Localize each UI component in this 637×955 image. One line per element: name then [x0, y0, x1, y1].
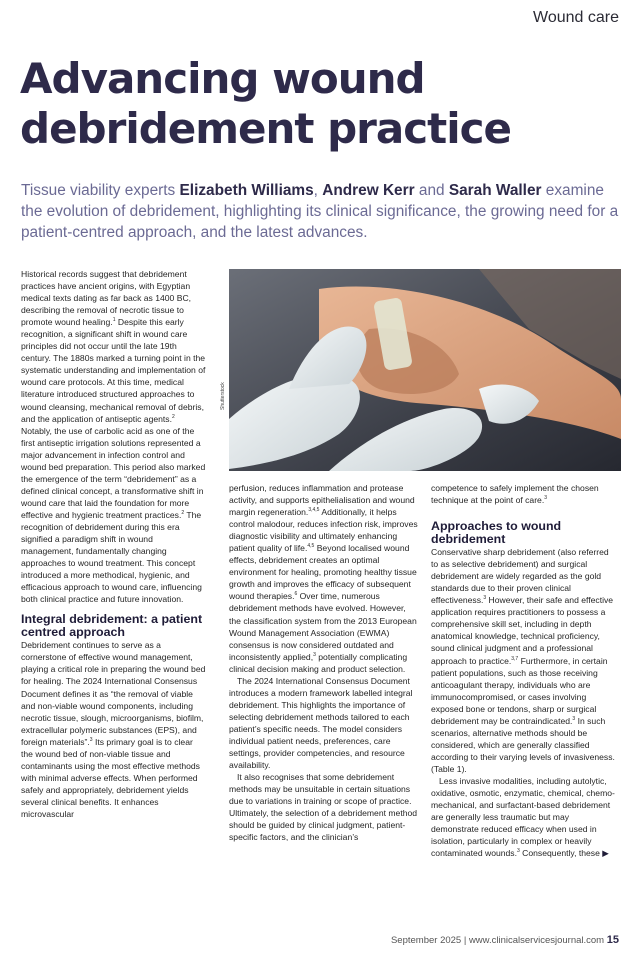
reference-marker: 3 — [483, 595, 487, 602]
text-run: Its primary goal is to clear the wound bed of non-viable tissue and contaminants using the most effective methods with minimal adverse effects. When performed safely and appropriately, debridement yields several clinical benefits. It enhances microvascular — [21, 736, 200, 819]
reference-marker: 2 — [171, 413, 175, 420]
text-run: Notably, the use of carbolic acid as one of the first antiseptic irrigation solutions represented a major advancement in infection control and wound bed preparation. This period also marked the emergence of the term “debridement” as a defined clinical concept, a transformative shift in wound care that laid the foundation for more effective and hygienic treatment practices. — [21, 425, 206, 520]
text-run: Furthermore, in certain patient populations, such as those receiving anticoagulant therapy, individuals who are immunocompromised, or cases involving exposed bone or tendons, sharp or surgical debridement may be contraindicated. — [431, 655, 608, 726]
text-run: Conservative sharp debridement (also referred to as selective debridement) and surgical debridement are widely regarded as the gold standards due to their proven clinical effectiveness. — [431, 547, 609, 606]
page-footer — [391, 934, 619, 946]
author-name: Elizabeth Williams — [179, 182, 314, 199]
reference-marker: 2 — [181, 510, 185, 517]
body-paragraph — [21, 268, 206, 605]
author-name: Andrew Kerr — [322, 182, 415, 199]
body-paragraph — [431, 546, 618, 775]
body-paragraph — [431, 775, 618, 859]
wound-care-photo-illustration — [229, 269, 621, 471]
standfirst-separator: , — [313, 182, 323, 199]
headline: Advancing wound debridement practice — [20, 54, 511, 153]
text-run: However, their safe and effective application requires practitioners to possess a comprehensive skill set, including in depth anatomical knowledge, technical proficiency, sound clinical judgment and a professional approach to practice. — [431, 595, 614, 666]
reference-marker: 3,7 — [511, 655, 519, 662]
body-paragraph — [431, 482, 618, 506]
reference-marker: 3 — [544, 495, 548, 502]
reference-marker: 6 — [294, 591, 298, 598]
author-name: Sarah Waller — [448, 182, 542, 199]
text-run: potentially complicating clinical decision making and product selection. — [229, 651, 408, 674]
subheading: Integral debridement: a patient centred approach — [21, 612, 203, 640]
reference-marker: 3 — [313, 651, 316, 658]
footer-text: September 2025 | www.clinicalservicesjournal.com — [390, 935, 605, 946]
column-3 — [431, 482, 618, 859]
text-run: Despite this early recognition, a significant shift in wound care principles did not occur until the late 19th century. The 1880s marked a turning point in the systematic understanding and implementation of wound care protocols. At this time, medical literature introduced structured approaches to wound cleansing, mechanical removal of debris, and the application of antiseptic agents. — [21, 317, 206, 424]
body-paragraph — [21, 639, 206, 820]
text-run: Over time, numerous debridement methods have evolved. However, the classification system from the 2013 European Wound Management Association (EWMA) consensus is now considered outdated and inconsistently applied, — [229, 591, 417, 662]
standfirst-lead: Tissue viability experts — [21, 182, 180, 199]
text-run: Less invasive modalities, including autolytic, oxidative, osmotic, enzymatic, chemical, chemo-mechanical, and surfactant-based debridement are generally less traumatic but may demonstrate reduced efficacy when used in isolation, particularly in complex or heavily contaminated wounds. — [431, 775, 615, 859]
standfirst-separator: and — [414, 182, 449, 199]
reference-marker: 3 — [89, 736, 93, 743]
reference-marker: 1 — [112, 317, 116, 324]
reference-marker: 3,4,5 — [308, 507, 320, 514]
reference-marker: 3 — [572, 715, 576, 722]
photo-credit: Shutterstock — [220, 382, 226, 410]
continue-arrow-icon: ▶ — [602, 848, 609, 859]
reference-marker: 3 — [517, 848, 520, 855]
text-run: Beyond localised wound effects, debridement creates an optimal environment for healing, promoting healthy tissue growth and improves the efficacy of subsequent wound therapies. — [229, 543, 417, 602]
page-number: 15 — [606, 934, 619, 946]
text-run: Debridement continues to serve as a cornerstone of effective wound management, playing a critical role in preparing the wound bed for healing. The 2024 International Consensus Document defines it as “the removal of viable and non-viable wound components, including necrotic tissue, slough, microorganisms, biofilm, extracellular polymeric substances (EPS), and foreign materials”. — [21, 640, 206, 747]
standfirst — [21, 180, 621, 243]
text-run: Additionally, it helps control malodour, reduces infection risk, improves diagnostic visibility and ultimately enhancing patient quality of life. — [229, 507, 418, 554]
text-run: The recognition of debridement during this era signified a paradigm shift in wound management, fundamentally changing approaches to wound treatment. This concept introduced a more methodical, hygienic, and efficacious approach to wound care, influencing both clinical practice and future innovation. — [21, 509, 202, 605]
standfirst-rest: examine the evolution of debridement, highlighting its clinical significance, the growing need for a patient-centred approach, and the latest advances. — [21, 182, 619, 241]
text-run: In such scenarios, alternative methods should be considered, which are generally classified according to their varying levels of invasiveness. (Table 1). — [431, 715, 615, 774]
column-1 — [21, 268, 206, 820]
section-label: Wound care — [533, 9, 619, 26]
body-paragraph — [229, 482, 419, 675]
body-paragraph: It also recognises that some debridement methods may be unsuitable in certain situations due to variations in training or scope of practice. Ultimately, the selection of a debridement method should be guided by clinical judgment, patient-specific factors, and the clinician’s — [229, 772, 418, 843]
subheading: Approaches to wound debridement — [431, 519, 562, 547]
reference-marker: 4,5 — [307, 543, 315, 550]
text-run: perfusion, reduces inflammation and protease activity, and supports epithelialisation and wound margin regeneration. — [229, 483, 415, 518]
article-photo — [229, 269, 621, 471]
column-2 — [229, 482, 419, 843]
text-run: Historical records suggest that debridement practices have ancient origins, with Egyptian medical texts dating as far back as 1400 BC, describing the removal of necrotic tissue to promote wound healing. — [21, 269, 192, 328]
text-run: competence to safely implement the chosen technique at the point of care. — [431, 483, 599, 506]
body-paragraph: The 2024 International Consensus Document introduces a modern framework labelled integral debridement. This highlights the importance of selecting debridement methods tailored to each patient’s specific needs. The model considers individual patient needs, preferences, care settings, provider competencies, and resource availability. — [229, 675, 413, 771]
text-run: Consequently, these — [519, 848, 603, 859]
